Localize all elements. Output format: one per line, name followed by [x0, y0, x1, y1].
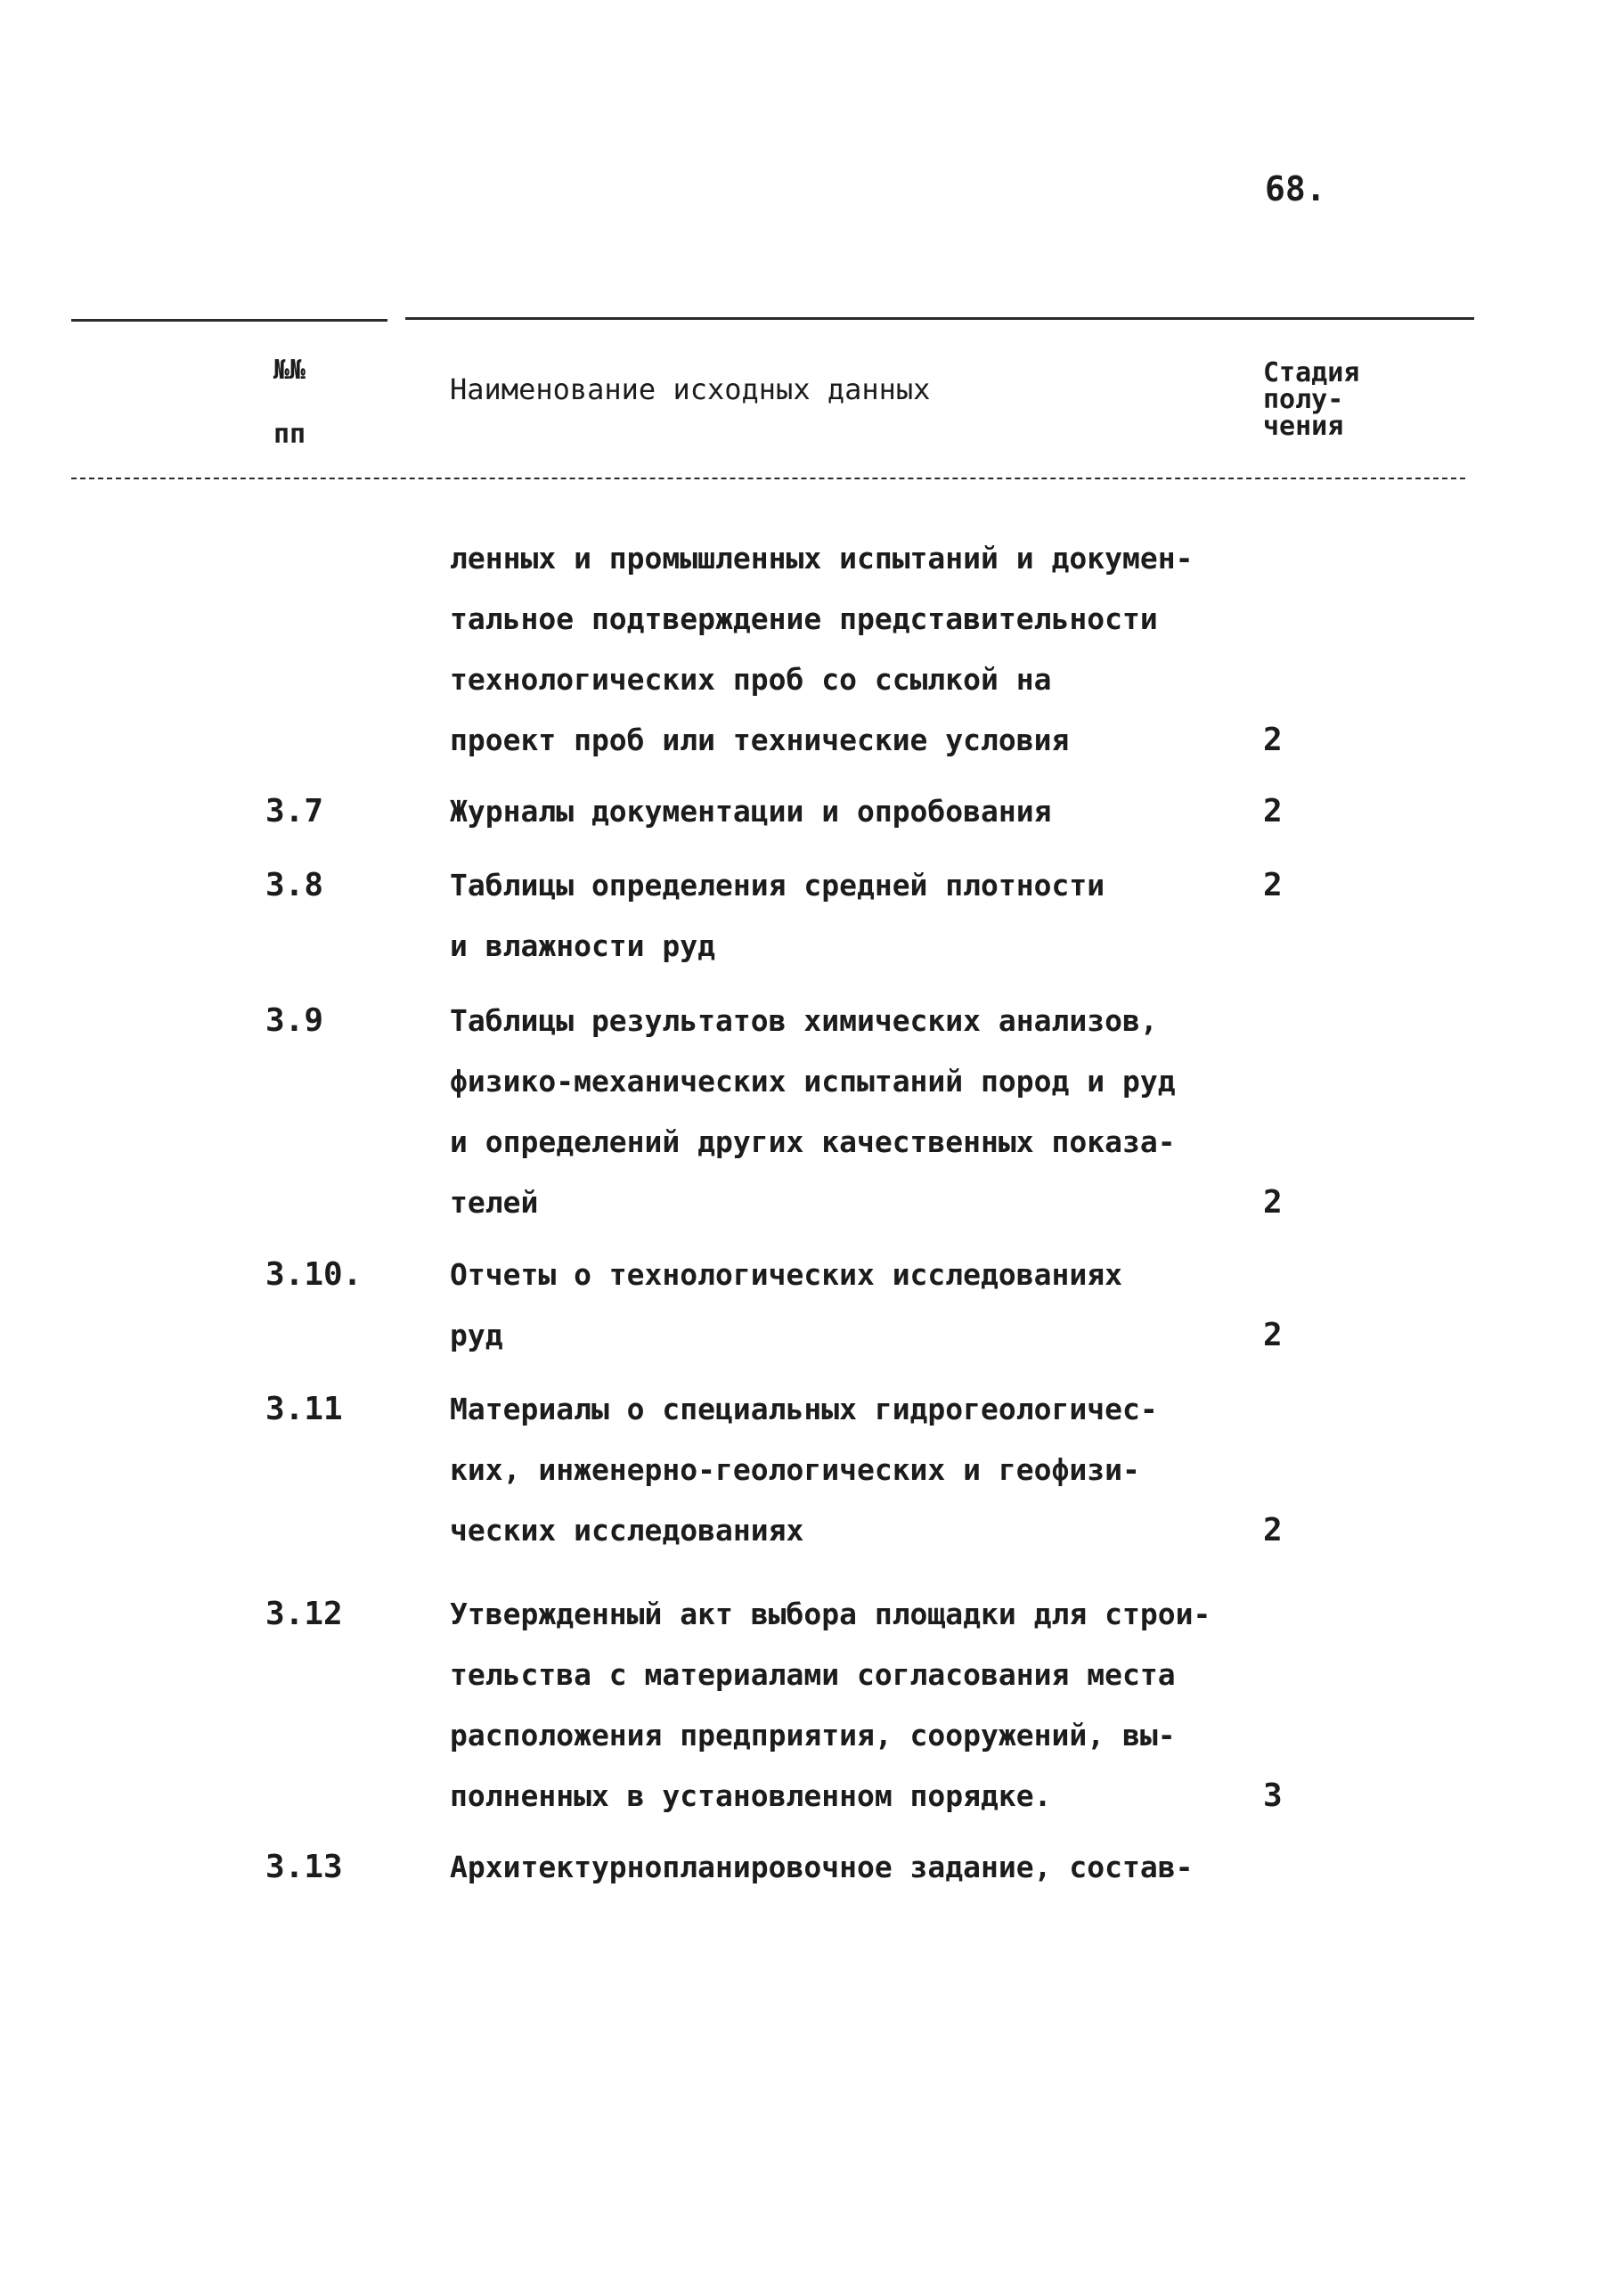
row-text	[450, 781, 1234, 842]
column-header-stage-line: Стадия	[1263, 357, 1360, 388]
row-stage: 2	[1263, 867, 1283, 903]
row-text-line: Таблицы определения средней плотности	[450, 868, 1105, 903]
row-number: 3.7	[265, 793, 324, 829]
column-header-number-line: пп	[273, 419, 306, 450]
row-text-line: ких, инженерно-геологических и геофизи-	[450, 1452, 1140, 1487]
row-text-line: тальное подтверждение представительности	[450, 601, 1158, 636]
row-number: 3.13	[265, 1849, 343, 1885]
row-text	[450, 1379, 1234, 1561]
row-text-line: расположения предприятия, сооружений, вы-	[450, 1718, 1176, 1753]
row-text	[450, 528, 1234, 771]
row-text-line: и влажности руд	[450, 928, 716, 963]
row-text-line: полненных в установленном порядке.	[450, 1778, 1052, 1813]
row-text-line: ческих исследованиях	[450, 1513, 804, 1548]
row-text	[450, 1584, 1234, 1826]
row-text-line: Утвержденный акт выбора площадки для строи-	[450, 1597, 1211, 1631]
row-text	[450, 991, 1234, 1233]
row-text-line: Таблицы результатов химических анализов,	[450, 1003, 1158, 1038]
row-text-line: Архитектурнопланировочное задание, состав-	[450, 1850, 1194, 1884]
row-text-line: Материалы о специальных гидрогеологичес-	[450, 1392, 1158, 1426]
row-text-line: Журналы документации и опробования	[450, 794, 1052, 829]
row-stage: 2	[1263, 1512, 1283, 1548]
header-rule-bottom	[71, 478, 1465, 479]
column-header-stage-line: полу-	[1263, 384, 1344, 415]
row-number: 3.12	[265, 1596, 343, 1632]
header-rule-left	[71, 319, 387, 322]
column-header-stage-line: чения	[1263, 411, 1344, 442]
column-header-number	[258, 339, 321, 467]
row-text-line: Отчеты о технологических исследованиях	[450, 1257, 1122, 1292]
page-number: 68.	[1265, 169, 1326, 208]
row-text-line: проект проб или технические условия	[450, 723, 1070, 757]
row-text-line: физико-механических испытаний пород и руд	[450, 1064, 1176, 1099]
row-text-line: ленных и промышленных испытаний и докумен-	[450, 541, 1194, 576]
row-stage: 2	[1263, 793, 1283, 829]
row-text-line: и определений других качественных показа-	[450, 1124, 1176, 1159]
row-number: 3.9	[265, 1002, 324, 1039]
row-text	[450, 855, 1234, 976]
row-text-line: руд	[450, 1318, 503, 1352]
header-rule-right	[405, 317, 1474, 320]
row-stage: 2	[1263, 1184, 1283, 1221]
row-text	[450, 1837, 1234, 1898]
row-number: 3.11	[265, 1391, 343, 1427]
row-text-line: технологических проб со ссылкой на	[450, 662, 1052, 697]
row-text-line: тельства с материалами согласования места	[450, 1657, 1176, 1692]
row-number: 3.10.	[265, 1256, 363, 1293]
column-header-stage	[1263, 357, 1432, 442]
row-text	[450, 1245, 1234, 1366]
column-header-name: Наименование исходных данных	[450, 372, 931, 406]
row-stage: 2	[1263, 1317, 1283, 1353]
row-stage: 2	[1263, 722, 1283, 758]
row-number: 3.8	[265, 867, 324, 903]
row-text-line: телей	[450, 1185, 539, 1220]
column-header-number-line: №№	[273, 355, 306, 386]
row-stage: 3	[1263, 1777, 1283, 1814]
